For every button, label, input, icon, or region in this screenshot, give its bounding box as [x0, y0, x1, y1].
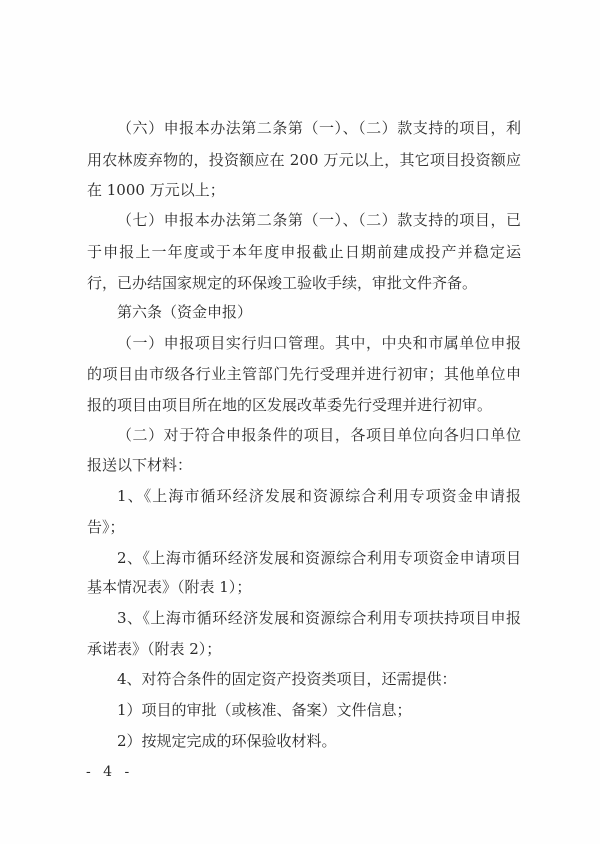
- page-number: - 4 -: [86, 764, 134, 780]
- text-line: （一）申报项目实行归口管理。其中，中央和市属单位申报: [117, 334, 521, 352]
- list-item: 1）项目的审批（或核准、备案）文件信息；: [117, 701, 412, 719]
- text-line: （二）对于符合申报条件的项目，各项目单位向各归口单位: [117, 426, 521, 444]
- text-line: 的项目由市级各行业主管部门先行受理并进行初审；其他单位申: [87, 365, 521, 383]
- text-line: 于申报上一年度或于本年度申报截止日期前建成投产并稳定运: [87, 243, 521, 261]
- text-line: （七）申报本办法第二条第（一）、（二）款支持的项目，已: [117, 211, 521, 229]
- text-line: 告》；: [87, 518, 125, 536]
- text-line: 在 1000 万元以上；: [87, 181, 225, 199]
- section-heading: 第六条（资金申报）: [117, 303, 253, 321]
- text-line: 基本情况表》（附表 1）；: [87, 578, 252, 596]
- text-line: 承诺表》（附表 2）；: [87, 640, 222, 658]
- list-item: 2）按规定完成的环保验收材料。: [117, 732, 337, 750]
- list-item: 4、对符合条件的固定资产投资类项目，还需提供：: [117, 670, 457, 688]
- list-item: 3、《上海市循环经济发展和资源综合利用专项扶持项目申报: [117, 609, 521, 627]
- list-item: 1、《上海市循环经济发展和资源综合利用专项资金申请报: [117, 487, 521, 505]
- text-line: （六）申报本办法第二条第（一）、（二）款支持的项目，利: [117, 119, 521, 137]
- text-line: 报的项目由项目所在地的区发展改革委先行受理并进行初审。: [87, 396, 493, 414]
- text-line: 报送以下材料：: [87, 456, 193, 474]
- text-line: 用农林废弃物的，投资额应在 200 万元以上，其它项目投资额应: [87, 151, 521, 169]
- list-item: 2、《上海市循环经济发展和资源综合利用专项资金申请项目: [117, 549, 521, 567]
- text-line: 行，已办结国家规定的环保竣工验收手续，审批文件齐备。: [87, 274, 478, 292]
